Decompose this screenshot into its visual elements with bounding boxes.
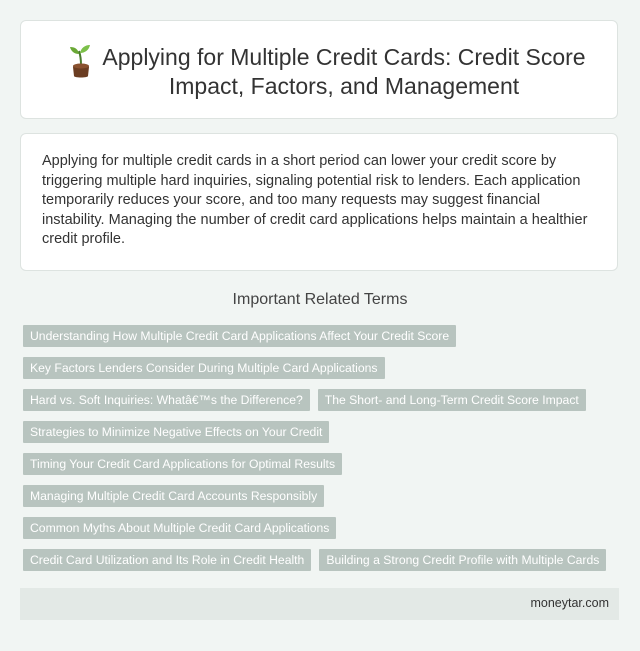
related-term-tag[interactable]: Building a Strong Credit Profile with Multiple Cards <box>319 549 606 571</box>
related-terms-heading: Important Related Terms <box>232 291 408 308</box>
related-term-tag[interactable]: Key Factors Lenders Consider During Multiple Card Applications <box>23 357 385 379</box>
term-row <box>23 453 623 475</box>
title-card <box>20 20 618 119</box>
term-row <box>23 357 623 379</box>
related-term-tag[interactable]: Managing Multiple Credit Card Accounts Responsibly <box>23 485 324 507</box>
page-title: Applying for Multiple Credit Cards: Credit Score Impact, Factors, and Management <box>102 44 586 99</box>
related-term-tag[interactable]: Understanding How Multiple Credit Card Applications Affect Your Credit Score <box>23 325 456 347</box>
term-row <box>23 325 623 347</box>
related-term-tag[interactable]: Strategies to Minimize Negative Effects on Your Credit <box>23 421 329 443</box>
related-term-tag[interactable]: The Short- and Long-Term Credit Score Impact <box>318 389 586 411</box>
term-row <box>23 549 623 571</box>
term-row <box>23 485 623 507</box>
related-term-tag[interactable]: Common Myths About Multiple Credit Card Applications <box>23 517 336 539</box>
related-terms-list <box>23 325 623 581</box>
related-term-tag[interactable]: Timing Your Credit Card Applications for Optimal Results <box>23 453 342 475</box>
term-row <box>23 421 623 443</box>
footer <box>20 588 619 620</box>
footer-site-name[interactable]: moneytar.com <box>530 596 609 610</box>
term-row <box>23 517 623 539</box>
summary-card <box>20 133 618 271</box>
related-term-tag[interactable]: Hard vs. Soft Inquiries: Whatâ€™s the Difference? <box>23 389 310 411</box>
related-term-tag[interactable]: Credit Card Utilization and Its Role in Credit Health <box>23 549 311 571</box>
summary-text: Applying for multiple credit cards in a short period can lower your credit score by triggering multiple hard inquiries, signaling potential risk to lenders. Each application temporarily reduces your score, and too many requests may suggest financial instability. Managing the number of credit card applications helps maintain a healthier credit profile. <box>42 153 588 247</box>
term-row <box>23 389 623 411</box>
